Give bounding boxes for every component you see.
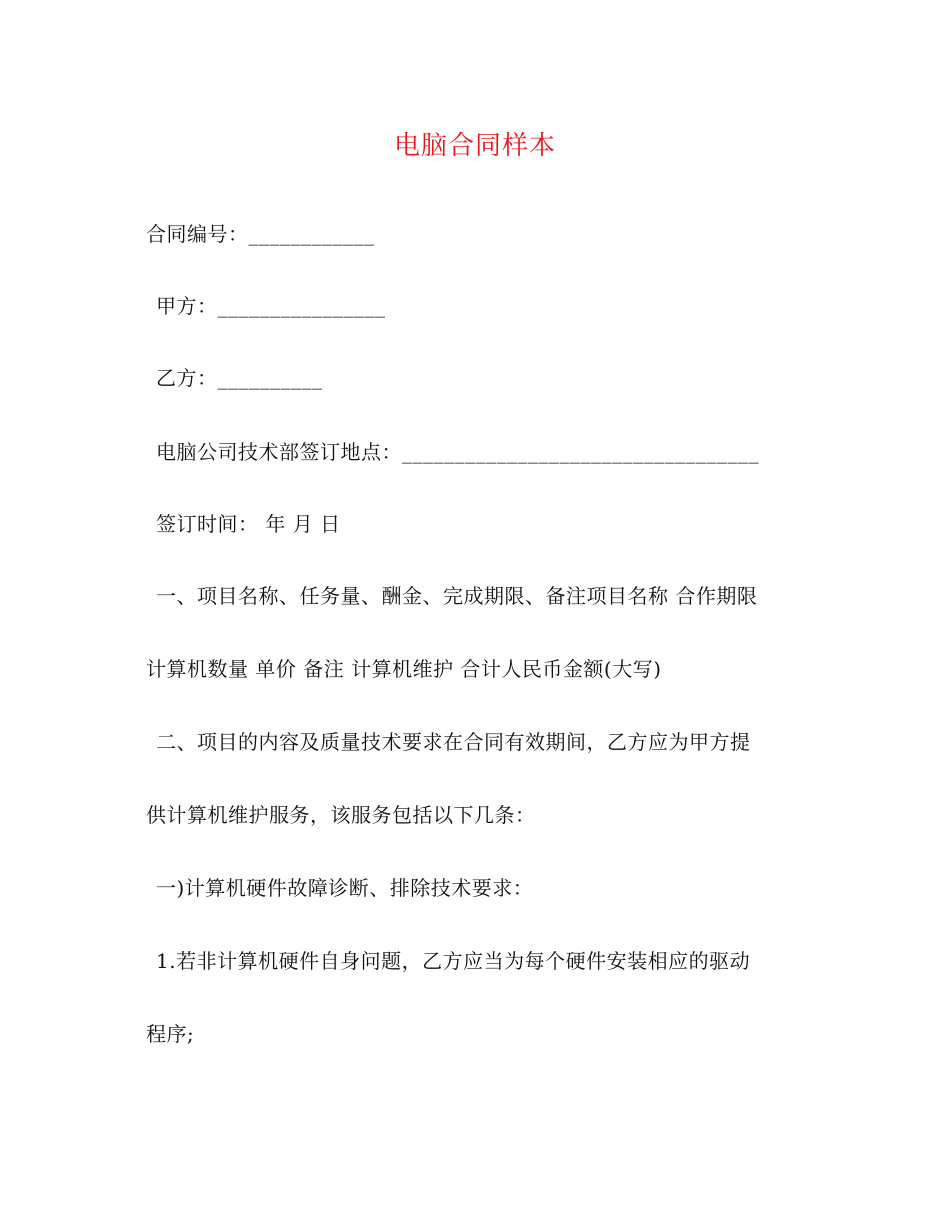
contract-number-line: 合同编号：____________ <box>146 222 375 246</box>
signing-location-line: 电脑公司技术部签订地点：__________________________________ <box>156 440 759 464</box>
section-two-line: 二、项目的内容及质量技术要求在合同有效期间，乙方应为甲方提 <box>156 730 751 754</box>
item-one-line: 1.若非计算机硬件自身问题，乙方应当为每个硬件安装相应的驱动 <box>156 949 751 973</box>
item-one-continued-line: 程序; <box>146 1022 195 1046</box>
party-a-line: 甲方：________________ <box>156 294 386 318</box>
section-two-continued-line: 供计算机维护服务，该服务包括以下几条： <box>146 803 536 827</box>
subsection-hardware-line: 一)计算机硬件故障诊断、排除技术要求： <box>156 876 534 900</box>
party-b-line: 乙方：__________ <box>156 366 323 390</box>
section-one-continued-line: 计算机数量 单价 备注 计算机维护 合计人民币金额(大写) <box>146 657 662 681</box>
document-title: 电脑合同样本 <box>393 131 556 161</box>
section-one-line: 一、项目名称、任务量、酬金、完成期限、备注项目名称 合作期限 <box>156 584 758 608</box>
signing-time-line: 签订时间： 年 月 日 <box>156 512 341 536</box>
